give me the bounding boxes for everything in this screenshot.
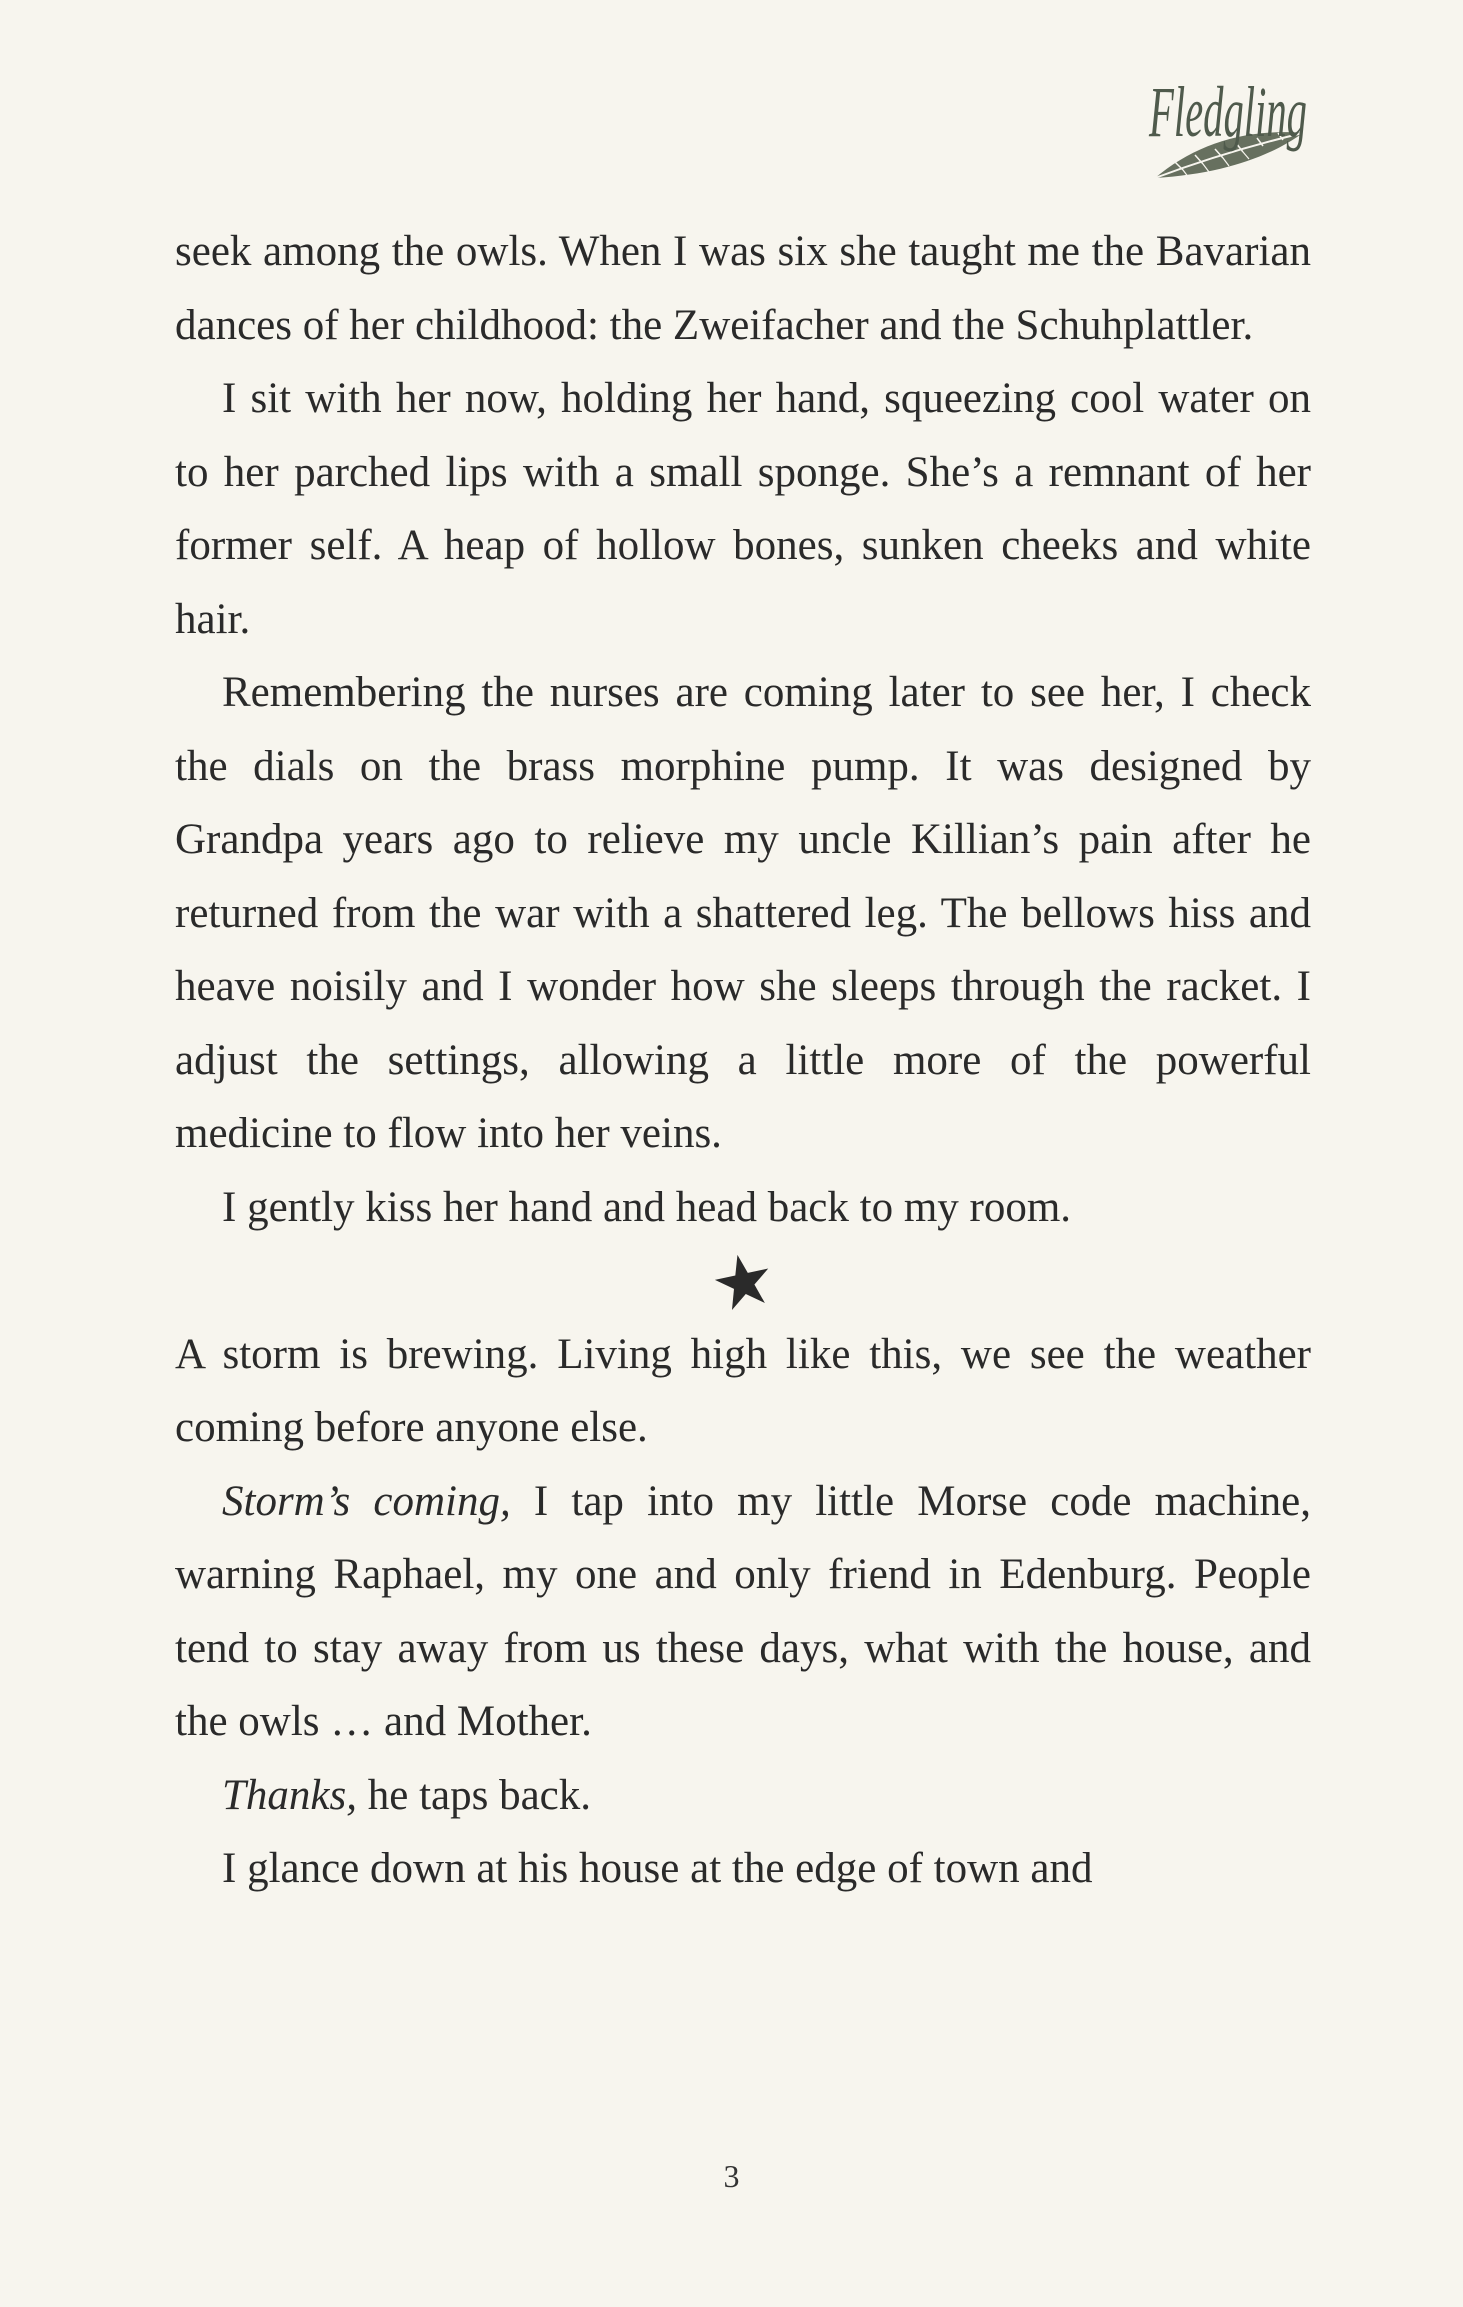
logo-text: Fledgling (1148, 72, 1307, 152)
paragraph: I gently kiss her hand and head back to my room. (222, 1183, 1072, 1231)
section-break (175, 1244, 1311, 1318)
paragraph: I sit with her now, holding her hand, squeezing cool water on to her parched lips with a small sponge. She’s a remnant of her former self. A heap of hollow bones, sunken cheeks and white hair. (175, 375, 1311, 643)
italic-text: Storm’s coming, (222, 1477, 511, 1525)
book-logo (1143, 28, 1313, 193)
paragraph-text: he taps back. (356, 1771, 592, 1819)
star-icon (714, 1252, 772, 1310)
paragraph-text: I tap into my little Morse code machine, warning Raphael, my one and only friend in Edenburg. People tend to stay away from us these days, what with the house, and the owls … and Mother. (175, 1477, 1311, 1745)
paragraph: I glance down at his house at the edge of town and (222, 1845, 1093, 1892)
paragraph: Remembering the nurses are coming later to see her, I check the dials on the brass morphine pump. It was designed by Grandpa years ago to relieve my uncle Killian’s pain after he returned from the war with a shattered leg. The bellows hiss and heave noisily and I wonder how she sleeps through the racket. I adjust the settings, allowing a little more of the powerful medicine to flow into her veins. (175, 669, 1311, 1157)
paragraph: A storm is brewing. Living high like this, we see the weather coming before anyone else. (175, 1330, 1311, 1451)
paragraph (175, 1465, 1311, 1759)
page-number: 3 (723, 2158, 740, 2194)
feather-icon (1143, 28, 1313, 193)
body-text (175, 215, 1311, 1906)
italic-text: Thanks, (222, 1771, 357, 1819)
paragraph: seek among the owls. When I was six she taught me the Bavarian dances of her childhood: the Zweifacher and the Schuhplattler. (175, 228, 1311, 349)
paragraph (175, 1759, 1311, 1833)
